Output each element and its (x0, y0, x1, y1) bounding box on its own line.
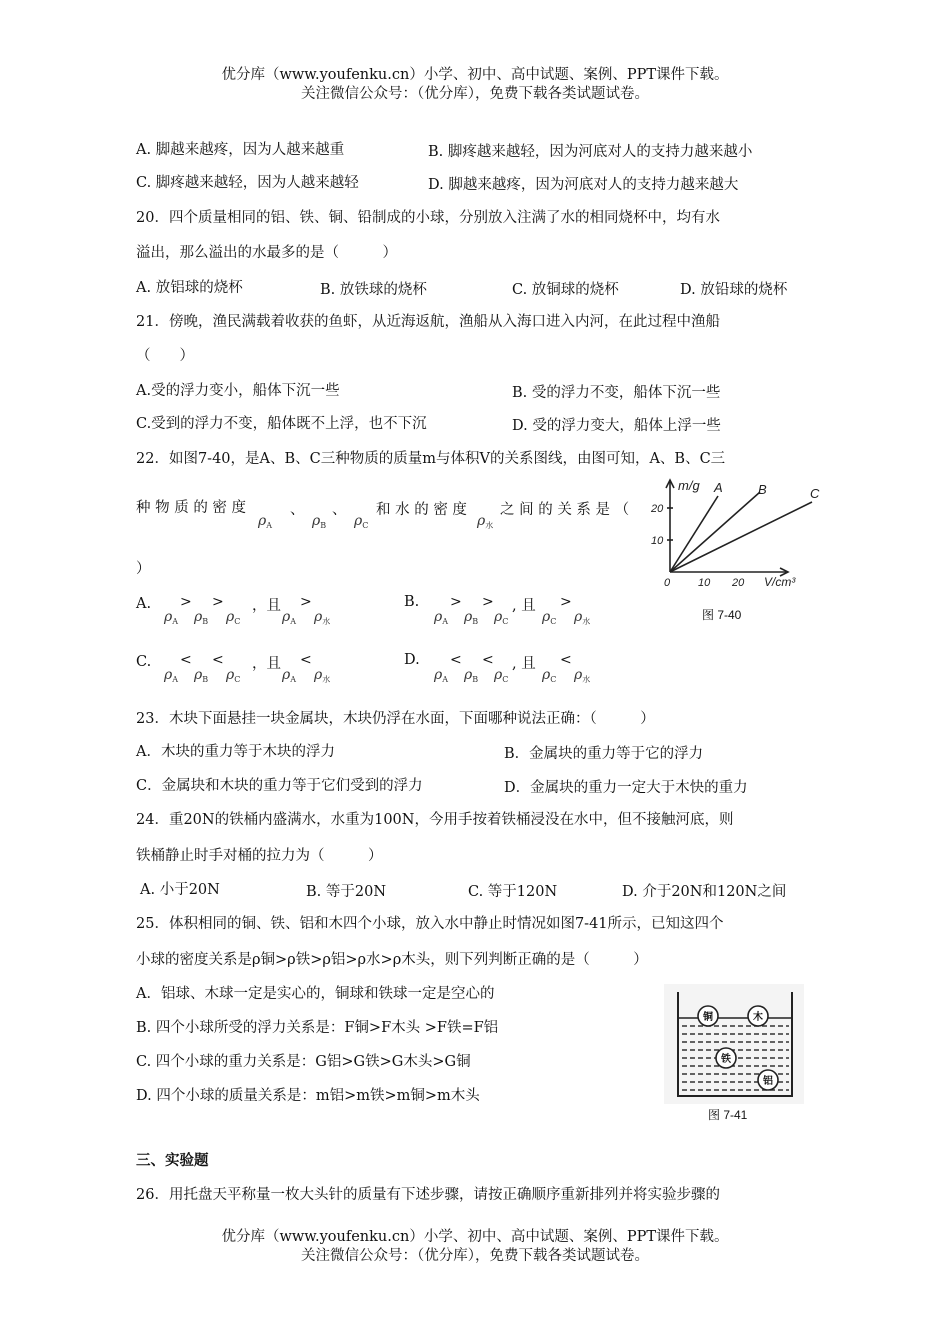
q22-option-b-label: B. (404, 594, 420, 610)
y-tick-label-10: 10 (651, 535, 664, 547)
q22-b-op-1: > (450, 594, 462, 610)
y-tick-label-20: 20 (651, 503, 664, 515)
q22-d-and: , 且 (512, 656, 536, 672)
q20-option-c: C. 放铜球的烧杯 (512, 282, 619, 298)
q22-stem-2c: 之 间 的 关 系 是 （ (500, 502, 630, 518)
q20-option-b: B. 放铁球的烧杯 (320, 282, 427, 298)
x-axis-label: V/cm³ (764, 575, 796, 589)
page-header (0, 66, 950, 104)
q22-sep-1: 、 (290, 502, 305, 518)
q21-option-b: B. 受的浮力不变，船体下沉一些 (512, 385, 721, 401)
q22-c-op-2: < (212, 652, 224, 668)
q22-option-d-label: D. (404, 652, 420, 668)
q20-stem-1: 20．四个质量相同的铝、铁、铜、铅制成的小球，分别放入注满了水的相同烧杯中，均有水 (136, 210, 720, 226)
line-b-label: B (758, 482, 767, 497)
q26-stem: 26．用托盘天平称量一枚大头针的质量有下述步骤，请按正确顺序重新排列并将实验步骤的 (136, 1187, 720, 1203)
q25-option-a: A．铝球、木球一定是实心的，铜球和铁球一定是空心的 (136, 986, 495, 1002)
q24-option-b: B. 等于20N (306, 884, 387, 900)
q23-option-d: D．金属块的重力一定大于木快的重力 (504, 780, 748, 796)
rho-b-symbol: $\rho_B$ (312, 513, 327, 530)
q20-stem-2: 溢出，那么溢出的水最多的是（ ） (136, 245, 397, 261)
q22-stem-1: 22．如图7-40，是A、B、C三种物质的质量m与体积V的关系图线，由图可知，A、B、C三 (136, 451, 726, 467)
ball-label-aluminum: 铝 (763, 1076, 773, 1087)
q19-option-c: C. 脚疼越来越轻，因为人越来越轻 (136, 175, 359, 191)
ball-label-wood: 木 (753, 1012, 763, 1023)
q21-option-c: C.受到的浮力不变，船体既不上浮，也不下沉 (136, 416, 427, 432)
q22-b-rho-b: $\rho_B$ (464, 609, 479, 626)
q22-b-and: , 且 (512, 598, 536, 614)
q22-b-rho-c: $\rho_C$ (494, 609, 509, 626)
q22-b-op-3: > (560, 594, 572, 610)
q22-a-rho-a2: $\rho_A$ (282, 609, 297, 626)
q25-stem-1: 25．体积相同的铜、铁、铝和木四个小球，放入水中静止时情况如图7-41所示，已知这四个 (136, 916, 724, 932)
q22-d-rho-b: $\rho_B$ (464, 667, 479, 684)
line-b (670, 492, 760, 572)
q21-stem-2: （ ） (136, 348, 194, 364)
q19-option-d: D. 脚越来越疼，因为河底对人的支持力越来越大 (428, 177, 739, 193)
q22-b-op-2: > (482, 594, 494, 610)
q22-c-rho-a: $\rho_A$ (164, 667, 179, 684)
rho-a-symbol: $\rho_A$ (258, 513, 273, 530)
line-c-label: C (810, 486, 820, 501)
q22-c-and: ，且 (252, 656, 281, 672)
q22-c-op-1: < (180, 652, 192, 668)
header-line-1: 优分库（www.youfenku.cn）小学、初中、高中试题、案例、PPT课件下载。 (221, 67, 729, 83)
q22-d-op-1: < (450, 652, 462, 668)
q24-option-c: C. 等于120N (468, 884, 558, 900)
q22-a-op-1: > (180, 594, 192, 610)
footer-line-2: 关注微信公众号：（优分库），免费下载各类试题试卷。 (301, 1248, 649, 1264)
q22-d-rho-c2: $\rho_C$ (542, 667, 557, 684)
q24-stem-2: 铁桶静止时手对桶的拉力为（ ） (136, 848, 383, 864)
q25-stem-2: 小球的密度关系是ρ铜>ρ铁>ρ铝>ρ水>ρ木头，则下列判断正确的是（ ） (136, 952, 648, 968)
q22-d-rho-a: $\rho_A$ (434, 667, 449, 684)
q22-sep-2: 、 (332, 502, 347, 518)
figure-7-40-graph (640, 474, 825, 592)
q22-d-op-3: < (560, 652, 572, 668)
page-footer (0, 1228, 950, 1266)
footer-line-1: 优分库（www.youfenku.cn）小学、初中、高中试题、案例、PPT课件下载。 (221, 1229, 729, 1245)
q22-b-rho-a: $\rho_A$ (434, 609, 449, 626)
rho-c-symbol: $\rho_C$ (354, 513, 369, 530)
ball-label-copper: 铜 (703, 1012, 713, 1023)
q22-a-rho-c: $\rho_C$ (226, 609, 241, 626)
q20-option-d: D. 放铅球的烧杯 (680, 282, 788, 298)
y-axis-label: m/g (678, 478, 700, 493)
q21-option-a: A.受的浮力变小，船体下沉一些 (136, 383, 340, 399)
header-line-2: 关注微信公众号：（优分库），免费下载各类试题试卷。 (301, 86, 649, 102)
q22-a-op-2: > (212, 594, 224, 610)
q22-a-and: ，且 (252, 598, 281, 614)
q24-option-a: A. 小于20N (140, 882, 220, 898)
q22-c-rho-w: $\rho_水$ (314, 667, 331, 684)
q22-d-rho-w: $\rho_水$ (574, 667, 591, 684)
rho-water-symbol: $\rho_水$ (477, 513, 494, 530)
x-tick-label-20: 20 (732, 577, 745, 589)
q24-option-d: D. 介于20N和120N之间 (622, 884, 787, 900)
q19-option-b: B. 脚疼越来越轻，因为河底对人的支持力越来越小 (428, 144, 753, 160)
q19-option-a: A. 脚越来越疼，因为人越来越重 (136, 142, 345, 158)
figure-7-40-caption: 图 7-40 (702, 608, 742, 622)
q22-a-op-3: > (300, 594, 312, 610)
q22-option-c-label: C. (136, 654, 152, 670)
section-3-title: 三、实验题 (136, 1152, 209, 1169)
x-tick-label-10: 10 (698, 577, 711, 589)
q22-c-rho-c: $\rho_C$ (226, 667, 241, 684)
q21-option-d: D. 受的浮力变大，船体上浮一些 (512, 418, 721, 434)
q23-option-a: A．木块的重力等于木块的浮力 (136, 744, 335, 760)
line-a-label: A (714, 480, 723, 495)
q22-a-rho-b: $\rho_B$ (194, 609, 209, 626)
q22-d-op-2: < (482, 652, 494, 668)
figure-7-41-bg (664, 984, 804, 1104)
figure-7-41-caption: 图 7-41 (708, 1108, 748, 1122)
q22-a-rho-a: $\rho_A$ (164, 609, 179, 626)
q20-option-a: A. 放铝球的烧杯 (136, 280, 243, 296)
q22-a-rho-w: $\rho_水$ (314, 609, 331, 626)
q24-stem-1: 24．重20N的铁桶内盛满水，水重为100N，今用手按着铁桶浸没在水中，但不接触河底，则 (136, 812, 734, 828)
q22-stem-2b: 和 水 的 密 度 (376, 502, 467, 518)
q23-option-b: B．金属块的重力等于它的浮力 (504, 746, 704, 762)
q23-option-c: C．金属块和木块的重力等于它们受到的浮力 (136, 778, 423, 794)
q22-b-rho-c2: $\rho_C$ (542, 609, 557, 626)
q25-option-d: D. 四个小球的质量关系是：m铝>m铁>m铜>m木头 (136, 1088, 480, 1104)
origin-label: 0 (664, 577, 671, 589)
q22-stem-2a: 种 物 质 的 密 度 (136, 500, 247, 516)
q22-d-rho-c: $\rho_C$ (494, 667, 509, 684)
q25-option-b: B. 四个小球所受的浮力关系是：F铜>F木头 >F铁=F铝 (136, 1020, 499, 1036)
q25-option-c: C. 四个小球的重力关系是：G铝>G铁>G木头>G铜 (136, 1054, 471, 1070)
q22-b-rho-w: $\rho_水$ (574, 609, 591, 626)
figure-7-41-beaker (664, 984, 804, 1104)
q22-option-a-label: A. (136, 596, 152, 612)
q22-stem-3: ） (136, 561, 151, 577)
q21-stem-1: 21．傍晚，渔民满载着收获的鱼虾，从近海返航，渔船从入海口进入内河，在此过程中渔船 (136, 314, 720, 330)
q23-stem: 23．木块下面悬挂一块金属块，木块仍浮在水面，下面哪种说法正确：（ ） (136, 711, 655, 727)
q22-c-rho-b: $\rho_B$ (194, 667, 209, 684)
q22-c-op-3: < (300, 652, 312, 668)
ball-label-iron: 铁 (721, 1054, 731, 1065)
q22-c-rho-a2: $\rho_A$ (282, 667, 297, 684)
